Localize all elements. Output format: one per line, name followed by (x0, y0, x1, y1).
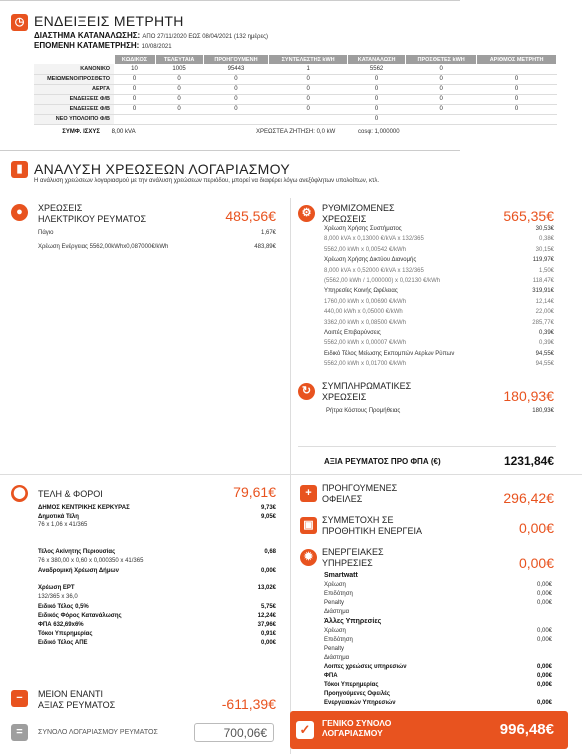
sum-label: ΣΥΝΟΛΟ ΛΟΓΑΡΙΑΣΜΟΥ ΡΕΥΜΑΤΟΣ (38, 729, 158, 736)
line-label: Ειδικό Τέλος Μείωσης Εκπομπών Αερίων Ρύπων (324, 350, 455, 357)
meter-cell: 0 (406, 94, 477, 104)
regulated-total: 565,35€ (503, 208, 554, 224)
line-value: 1,50€ (538, 267, 554, 274)
line-value: 22,00€ (535, 309, 554, 316)
electric-title (38, 203, 146, 225)
meter-cell: 0 (114, 104, 155, 114)
electric-line-value: 1,67€ (260, 230, 276, 236)
line-label: 5562,00 kWh x 0,00007 €/kWh (324, 340, 407, 347)
gift-icon: ▣ (300, 517, 317, 534)
previous-title-line1: ΠΡΟΗΓΟΥΜΕΝΕΣ (322, 483, 398, 493)
meter-cell: 0 (155, 84, 203, 94)
line-label: Λοιπές Επιβαρύνσεις (324, 330, 381, 336)
location-pin-icon: ⬤ (11, 485, 28, 502)
line-label: ΦΠΑ 632,69x6% (38, 622, 84, 628)
meter-cell: 0 (155, 94, 203, 104)
line-value: 0,00€ (260, 568, 276, 574)
energy-services-total: 0,00€ (518, 555, 554, 571)
line-value: 119,97€ (532, 257, 554, 264)
meter-row-label: ΕΝΔΕΙΞΕΙΣ Φ/Β (34, 94, 114, 104)
grand-total-title-line1: ΓΕΝΙΚΟ ΣΥΝΟΛΟ (322, 718, 392, 728)
supplementary-line-label: Ρήτρα Κόστους Προμήθειας (326, 408, 401, 414)
line-label: Penalty (324, 646, 345, 652)
meter-cell: 0 (203, 94, 269, 104)
line-value: 5,75€ (260, 604, 276, 610)
line-label: Penalty (324, 600, 345, 606)
supplementary-line-value: 180,93€ (532, 408, 554, 414)
line-value: 37,96€ (257, 622, 276, 628)
meter-cell: 0 (477, 84, 557, 94)
period-label: ΔΙΑΣΤΗΜΑ ΚΑΤΑΝΑΛΩΣΗΣ: (34, 31, 141, 40)
meter-cell: 0 (203, 74, 269, 84)
meter-cell (114, 114, 155, 124)
meter-cell (477, 114, 557, 124)
line-value: 118,47€ (532, 278, 554, 284)
meter-cell: 5562 (348, 64, 406, 74)
line-label: 8,000 kVA x 0,52000 €/kVA x 132/365 (324, 267, 424, 274)
meter-cell: 0 (203, 104, 269, 114)
line-value: 30,53€ (535, 226, 554, 232)
meter-cell: 0 (348, 94, 406, 104)
electric-total: 485,56€ (225, 208, 276, 224)
meter-table-row (34, 64, 557, 74)
line-value: 30,15€ (535, 246, 554, 253)
meter-table-row (34, 94, 557, 104)
header-code: ΚΩΔΙΚΟΣ (114, 55, 155, 64)
line-label: Επιδότηση (324, 637, 353, 643)
line-value: 0,00€ (536, 628, 552, 634)
taxes-title: ΤΕΛΗ & ΦΟΡΟΙ (38, 489, 103, 499)
meter-row-label: ΝΕΟ ΥΠΟΛΟΙΠΟ Φ/Β (34, 114, 114, 124)
meter-cell: 0 (406, 84, 477, 94)
meter-row-label: ΜΕΙΩΜΕΝΟ/ΠΡΟΣΘΕΤΟ (34, 74, 114, 84)
line-label: Διάστημα (324, 609, 350, 615)
column-divider (290, 198, 291, 478)
meter-table-row (34, 104, 557, 114)
regulated-title-line1: ΡΥΘΜΙΖΟΜΕΝΕΣ (322, 203, 395, 213)
line-label: ΦΠΑ (324, 673, 338, 679)
meter-cell: 10 (114, 64, 155, 74)
bottom-section-divider (0, 474, 582, 475)
line-value: 0,00€ (260, 640, 276, 646)
line-label: Χρέωση Χρήσης Συστήματος (324, 226, 402, 232)
header-factor: ΣΥΝΤΕΛΕΣΤΗΣ kWH (269, 55, 348, 64)
meter-cell: 1005 (155, 64, 203, 74)
meter-table-row (34, 114, 557, 124)
line-label: Τέλος Ακίνητης Περιουσίας (38, 549, 116, 555)
meter-cell: 0 (406, 64, 477, 74)
supplementary-title (322, 381, 411, 403)
power-label: ΣΥΜΦ. ΙΣΧΥΣ (62, 129, 100, 135)
other-services-heading: Άλλες Υπηρεσίες (324, 618, 382, 625)
line-label: Χρέωση Χρήσης Δικτύου Διανομής (324, 257, 417, 264)
analysis-subtitle: Η ανάλυση χρεώσεων λογαριασμού με την ανάλυση χρεώσεων περιόδου, μπορεί να διαφέρει λόγω ανεξόφλητων υπολοίπων, κτλ. (34, 178, 380, 184)
line-label: 5562,00 kWh x 0,01700 €/kWh (324, 361, 407, 368)
meter-table (34, 55, 557, 125)
line-value: 0,91€ (260, 631, 276, 637)
power-value: 8,00 kVA (111, 129, 136, 135)
meter-cell: 0 (348, 104, 406, 114)
line-label: Χρέωση (324, 628, 346, 634)
gear-icon: ⚙ (298, 205, 315, 222)
header-meter-number: ΑΡΙΘΜΟΣ ΜΕΤΡΗΤΗ (477, 55, 557, 64)
arrow-icon: ↻ (298, 383, 315, 400)
meter-cell: 0 (477, 74, 557, 84)
meter-cell: 0 (203, 84, 269, 94)
meter-cell: 0 (477, 104, 557, 114)
line-value: 285,77€ (532, 319, 554, 326)
meter-title: ΕΝΔΕΙΞΕΙΣ ΜΕΤΡΗΤΗ (34, 13, 184, 29)
meter-cell: 1 (269, 64, 348, 74)
meter-cell: 0 (348, 84, 406, 94)
meter-table-row (34, 84, 557, 94)
minus-icon: − (11, 690, 28, 707)
line-value: 0,00€ (536, 637, 552, 643)
line-label: Χρέωση (324, 582, 346, 588)
minus-title-line1: ΜΕΙΟΝ ΕΝΑΝΤΙ (38, 689, 104, 699)
next-reading-value: 10/08/2021 (141, 44, 172, 50)
meter-cell (269, 114, 348, 124)
header-empty (34, 55, 114, 64)
energy-services-title (322, 547, 384, 569)
electric-line-label: Χρέωση Ενέργειας 5562,00kWhx0,087000€/kWh (38, 244, 169, 250)
line-value: 0,39€ (538, 340, 554, 347)
line-value: 12,24€ (257, 613, 276, 619)
line-value: 0,00€ (536, 682, 552, 688)
previous-title-line2: ΟΦΕΙΛΕΣ (322, 494, 363, 504)
cosphi-value: cosφ: 1,000000 (358, 129, 400, 135)
line-value: 319,91€ (532, 288, 554, 295)
meter-cell (477, 64, 557, 74)
header-previous: ΠΡΟΗΓΟΥΜΕΝΗ (203, 55, 269, 64)
line-value: 0,39€ (538, 330, 554, 336)
line-label: Ειδικό Τέλος ΑΠΕ (38, 640, 88, 646)
line-label: 132/365 x 36,0 (38, 594, 78, 600)
line-label: 8,000 kVA x 0,13000 €/kVA x 132/365 (324, 236, 424, 243)
meter-cell: 0 (269, 84, 348, 94)
period-value: ΑΠΟ 27/11/2020 ΕΩΣ 08/04/2021 (132 ημέρες) (142, 34, 269, 40)
line-label: 76 x 1,06 x 41/365 (38, 522, 88, 528)
grand-total-panel (290, 711, 568, 749)
line-label: 440,00 kWh x 0,05000 €/kWh (324, 309, 403, 316)
energy-services-title-line2: ΥΠΗΡΕΣΙΕΣ (322, 558, 373, 568)
line-label: Προηγούμενες Οφειλές (324, 691, 390, 697)
line-label: 3362,00 kWh x 0,08500 €/kWh (324, 319, 407, 326)
meter-cell (406, 114, 477, 124)
cog-icon: ✹ (300, 549, 317, 566)
sum-box (194, 723, 274, 742)
meter-cell: 0 (114, 94, 155, 104)
sum-total: 700,06€ (223, 726, 267, 740)
line-value: 0,68 (264, 549, 276, 555)
previous-title (322, 483, 397, 505)
period-row (34, 31, 268, 40)
line-value: 0,00€ (536, 582, 552, 588)
line-value: 9,73€ (260, 505, 276, 511)
line-label: ΔΗΜΟΣ ΚΕΝΤΡΙΚΗΣ ΚΕΡΚΥΡΑΣ (38, 505, 130, 511)
value-before-vat-total: 1231,84€ (503, 454, 554, 468)
participation-title-line1: ΣΥΜΜΕΤΟΧΗ ΣΕ (322, 515, 394, 525)
line-label: Δημοτικά Τέλη (38, 514, 79, 520)
check-icon: ✓ (296, 721, 314, 739)
minus-title (38, 689, 115, 711)
meter-row-label: ΕΝΔΕΙΞΕΙΣ Φ/Β (34, 104, 114, 114)
meter-cell: 0 (269, 74, 348, 84)
line-value: 94,55€ (535, 361, 554, 368)
smartwatt-heading: Smartwatt (324, 572, 358, 579)
meter-cell: 0 (155, 104, 203, 114)
meter-cell: 0 (269, 104, 348, 114)
line-label: Χρέωση ΕΡΤ (38, 585, 75, 591)
grand-total-title-line2: ΛΟΓΑΡΙΑΣΜΟΥ (322, 728, 383, 738)
supplementary-total: 180,93€ (503, 388, 554, 404)
taxes-total: 79,61€ (233, 484, 276, 500)
meter-cell (155, 114, 203, 124)
analysis-divider (0, 150, 460, 151)
grand-total-title (322, 718, 391, 738)
electric-title-line1: ΧΡΕΩΣΕΙΣ (38, 203, 83, 213)
line-label: Αναδρομική Χρέωση Δήμων (38, 568, 119, 574)
line-value: 12,14€ (535, 298, 554, 305)
electric-line-value: 483,89€ (254, 244, 276, 250)
line-label: Ειδικός Φόρος Κατανάλωσης (38, 613, 122, 619)
electric-title-line2: ΗΛΕΚΤΡΙΚΟΥ ΡΕΥΜΑΤΟΣ (38, 214, 147, 224)
meter-row-label: ΑΕΡΓΑ (34, 84, 114, 94)
participation-title-line2: ΠΡΟΘΗΤΙΚΗ ΕΝΕΡΓΕΙΑ (322, 526, 422, 536)
regulated-title (322, 203, 395, 225)
grand-total-value: 996,48€ (499, 721, 554, 738)
line-value: 0,38€ (538, 236, 554, 243)
supplementary-title-line2: ΧΡΕΩΣΕΙΣ (322, 392, 367, 402)
top-divider (0, 0, 460, 1)
participation-title (322, 515, 422, 537)
line-label: 1760,00 kWh x 0,00690 €/kWh (324, 298, 407, 305)
line-value: 0,00€ (536, 664, 552, 670)
line-label: 76 x 380,00 x 0,60 x 0,000350 x 41/365 (38, 558, 144, 564)
line-label: (5562,00 kWh / 1,000000) x 0,02130 €/kWh (324, 278, 441, 284)
value-before-vat-label: ΑΞΙΑ ΡΕΥΜΑΤΟΣ ΠΡΟ ΦΠΑ (€) (324, 457, 441, 466)
power-row (34, 129, 136, 135)
next-reading-label: ΕΠΟΜΕΝΗ ΚΑΤΑΜΕΤΡΗΣΗ: (34, 41, 140, 50)
line-value: 0,00€ (536, 700, 552, 706)
participation-total: 0,00€ (518, 520, 554, 536)
line-value: 13,02€ (257, 585, 276, 591)
vat-divider (298, 446, 556, 447)
meter-cell (203, 114, 269, 124)
line-value: 0,00€ (536, 673, 552, 679)
meter-table-row (34, 74, 557, 84)
next-reading-row (34, 41, 172, 50)
meter-cell: 0 (477, 94, 557, 104)
meter-table-header (34, 55, 557, 64)
meter-row-label: ΚΑΝΟΝΙΚΟ (34, 64, 114, 74)
meter-cell: 0 (348, 74, 406, 84)
line-label: Ειδικό Τέλος 0,5% (38, 604, 89, 610)
meter-cell: 95443 (203, 64, 269, 74)
demand-label: ΧΡΕΩΣΤΕΑ ΖΗΤΗΣΗ: 0,0 kW (256, 129, 336, 135)
plus-icon: + (300, 485, 317, 502)
line-label: Τόκοι Υπερημερίας (38, 631, 93, 637)
regulated-title-line2: ΧΡΕΩΣΕΙΣ (322, 214, 367, 224)
analysis-title: ΑΝΑΛΥΣΗ ΧΡΕΩΣΕΩΝ ΛΟΓΑΡΙΑΣΜΟΥ (34, 161, 291, 177)
previous-total: 296,42€ (503, 490, 554, 506)
clock-icon: ◷ (11, 14, 28, 31)
energy-services-title-line1: ΕΝΕΡΓΕΙΑΚΕΣ (322, 547, 384, 557)
line-label: Υπηρεσίες Κοινής Ωφέλειας (324, 288, 398, 295)
line-value: 9,05€ (260, 514, 276, 520)
line-value: 0,00€ (536, 600, 552, 606)
line-label: Λοιπες χρεώσεις υπηρεσιών (324, 664, 407, 670)
minus-total: -611,39€ (221, 696, 276, 712)
electric-line-label: Πάγιο (38, 230, 54, 236)
line-label: 5562,00 kWh x 0,00542 €/kWh (324, 246, 407, 253)
line-label: Επιδότηση (324, 591, 353, 597)
equals-icon: = (11, 724, 28, 741)
line-value: 0,00€ (536, 591, 552, 597)
meter-cell: 0 (406, 104, 477, 114)
meter-cell: 0 (114, 74, 155, 84)
header-last: ΤΕΛΕΥΤΑΙΑ (155, 55, 203, 64)
line-label: Διάστημα (324, 655, 350, 661)
header-consumption: ΚΑΤΑΝΑΛΩΣΗ (348, 55, 406, 64)
line-label: Ενεργειακών Υπηρεσιών (324, 700, 396, 706)
line-value: 94,55€ (535, 350, 554, 357)
minus-title-line2: ΑΞΙΑΣ ΡΕΥΜΑΤΟΣ (38, 700, 116, 710)
supplementary-title-line1: ΣΥΜΠΛΗΡΩΜΑΤΙΚΕΣ (322, 381, 412, 391)
bulb-icon: ● (11, 204, 28, 221)
meter-cell: 0 (348, 114, 406, 124)
meter-cell: 0 (269, 94, 348, 104)
meter-cell: 0 (406, 74, 477, 84)
meter-cell: 0 (155, 74, 203, 84)
line-label: Τόκοι Υπερημερίας (324, 682, 379, 688)
bar-chart-icon: ▮ (11, 161, 28, 178)
meter-cell: 0 (114, 84, 155, 94)
header-additional: ΠΡΟΣΘΕΤΕΣ kWH (406, 55, 477, 64)
